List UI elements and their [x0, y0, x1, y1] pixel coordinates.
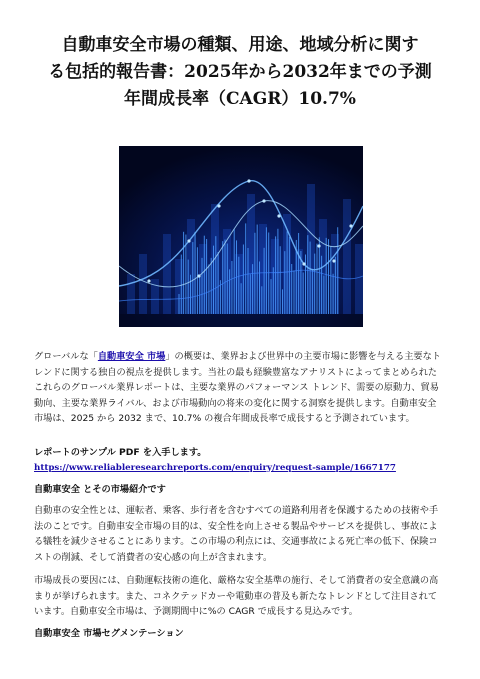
glow-dot [217, 204, 220, 207]
definition-paragraph: 自動車の安全性とは、運転者、乗客、歩行者を含むすべての道路利用者を保護するための技術や手法のことです。自動車安全市場の目的は、安全性を向上させる製品やサービスを提供し、事故による犠牲を減少させることにあります。この市場の利点には、交通事故による死亡率の低下、保険コストの削減、そして消費者の安心感の向上が含まれます。 [34, 505, 439, 563]
background-bar [259, 224, 267, 314]
title-line-3-latin: CAGR）10.7% [226, 89, 356, 109]
background-bar [343, 199, 351, 314]
glow-dot [262, 199, 265, 202]
hero-image [119, 146, 363, 327]
intro-lead: グローバルな「 [34, 351, 98, 362]
background-bar [127, 274, 135, 314]
background-bar [139, 254, 147, 314]
title-line-2 [24, 59, 456, 86]
title-line-3 [24, 86, 456, 113]
glow-dot [302, 262, 305, 265]
sample-request-block [34, 445, 446, 476]
background-bar [355, 244, 363, 314]
growth-factors-paragraph: 市場成長の要因には、自動運転技術の進化、厳格な安全基準の施行、そして消費者の安全意識の高まりが挙げられます。また、コネクテッドカーや電動車の普及も新たなトレンドとして注目されています。自動車安全市場は、予測期間中に%の CAGR で成長する見込みです。 [34, 575, 439, 617]
intro-body: 」の概要は、業界および世界中の主要市場に影響を与える主要なトレンドに関する独自の視点を提供します。当社の最も経験豊富なアナリストによってまとめられたこれらのグローバル業界レポートは、主要な業界のパフォーマンス トレンド、需要の原動力、貿易動向、主要な業界ライバル、および市場動向の将来の変化に関する洞察を提供します。自動車安全 市場は、2025 から 2032 まで、10.7% の複合年間成長率で成長すると予測されています。 [34, 351, 441, 424]
glow-dot [332, 259, 335, 262]
market-link[interactable]: 自動車安全 市場 [97, 351, 166, 362]
glow-dot [277, 214, 280, 217]
glow-dot [147, 279, 150, 282]
title-line-1: 自動車安全市場の種類、用途、地域分析に関す [61, 35, 419, 55]
background-bar [163, 234, 171, 314]
section-heading-segmentation: 自動車安全 市場セグメンテーション [34, 628, 184, 639]
sample-request-link[interactable]: https://www.reliableresearchreports.com/enquiry/request-sample/1667177 [34, 462, 396, 473]
title-line-2-latin: 2025年から2032年までの予測 [184, 62, 432, 82]
sample-label: レポートのサンプル PDF を入手します。 [34, 447, 207, 458]
title-line-3-prefix: 年間成長率（ [124, 89, 227, 109]
title-line-2-prefix: る包括的報告書： [48, 62, 185, 82]
glow-dot [317, 244, 320, 247]
report-title [24, 32, 456, 113]
data-visualization-illustration [119, 146, 363, 327]
glow-dot [197, 274, 200, 277]
section-heading-intro: 自動車安全 とその市場紹介です [34, 484, 166, 495]
glow-dot [247, 179, 250, 182]
glow-dot [349, 224, 352, 227]
intro-paragraph [34, 349, 446, 427]
glow-dot [187, 239, 190, 242]
